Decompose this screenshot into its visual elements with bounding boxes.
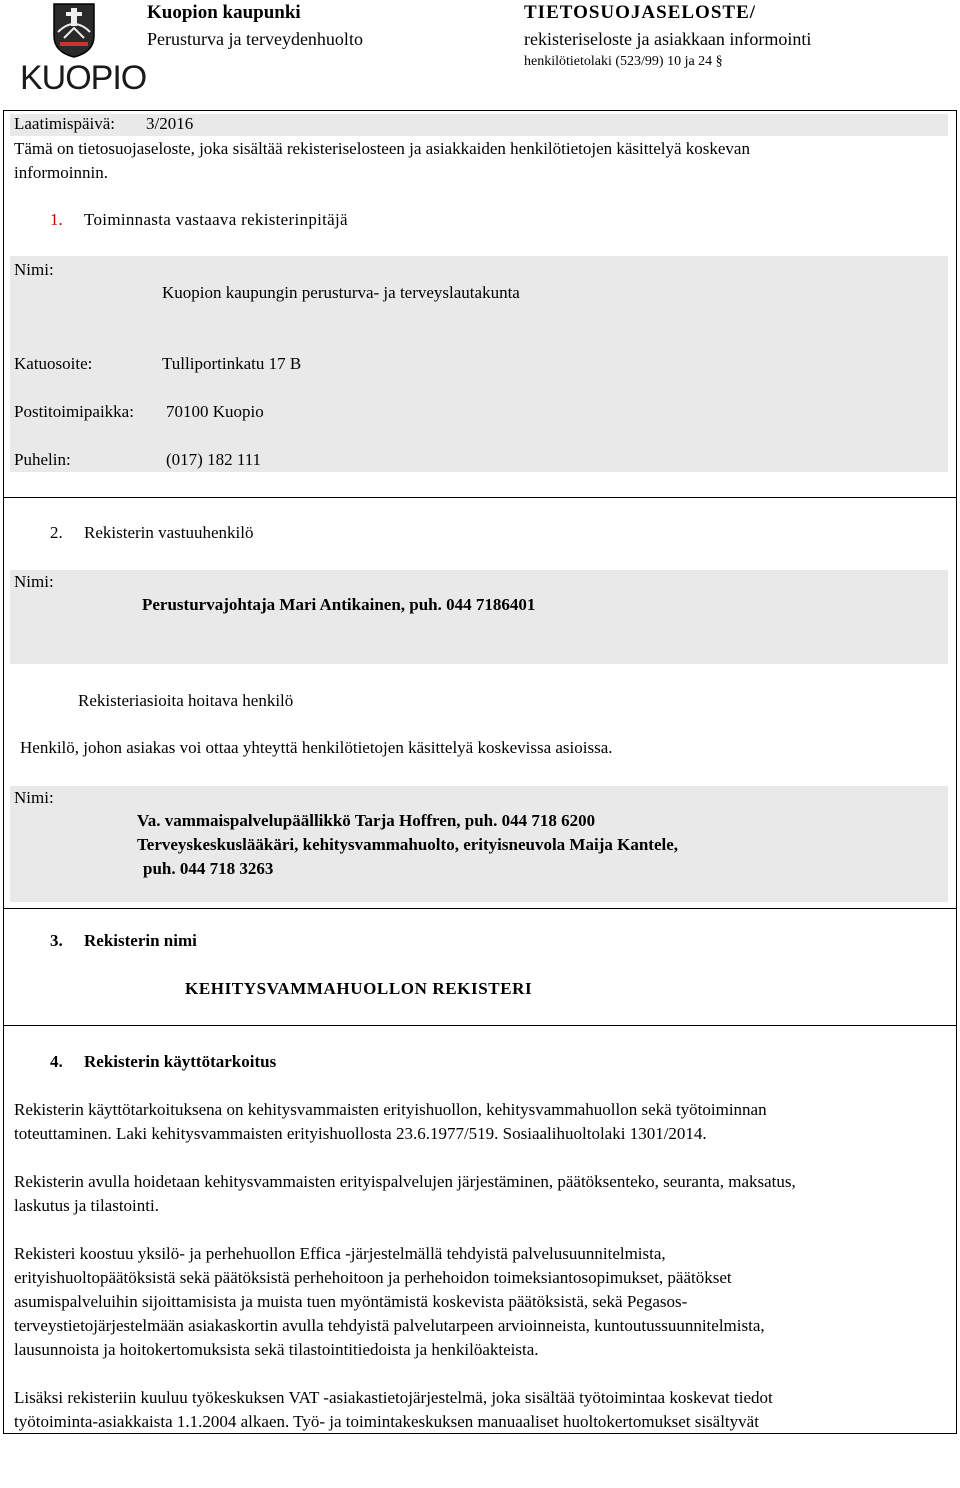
purpose-paragraph-4-line2: työtoiminta-asiakkaista 1.1.2004 alkaen. Työ- ja toimintakeskuksen manuaaliset huoltokertomukset sisältyvät: [14, 1412, 759, 1431]
purpose-paragraph-1-line2: toteuttaminen. Laki kehitysvammaisten erityishuollosta 23.6.1977/519. Sosiaalihuoltolaki 1301/2014.: [14, 1124, 707, 1143]
purpose-paragraph-2-line1: Rekisterin avulla hoidetaan kehitysvammaisten erityispalvelujen järjestäminen, päätöksenteko, seuranta, maksatus,: [14, 1172, 796, 1191]
post-office-value: 70100 Kuopio: [166, 402, 264, 421]
contact-line-3: puh. 044 718 3263: [143, 859, 274, 878]
phone-value: (017) 182 111: [166, 450, 262, 469]
kuopio-logo: [20, 2, 147, 98]
document-title: TIETOSUOJASELOSTE/: [524, 2, 757, 23]
date-label: Laatimispäivä:: [14, 114, 116, 133]
section2-field-bg: [10, 570, 948, 664]
department-name: Perusturva ja terveydenhuolto: [147, 29, 363, 49]
section2-title: Rekisterin vastuuhenkilö: [84, 523, 254, 542]
street-label: Katuosoite:: [14, 354, 93, 373]
contact-name-label: Nimi:: [14, 788, 54, 807]
section1-name-label: Nimi:: [14, 260, 54, 279]
purpose-paragraph-3-line2: erityishuoltopäätöksistä sekä päätöksistä perhehoitoon ja perhehoidon toimeksiantosopimukset, päätökset: [14, 1268, 732, 1287]
contact-line-2: Terveyskeskuslääkäri, kehitysvammahuolto, erityisneuvola Maija Kantele,: [137, 835, 679, 854]
section3-number: 3.: [50, 931, 63, 950]
purpose-paragraph-3-line1: Rekisteri koostuu yksilö- ja perhehuollon Effica -järjestelmällä tehdyistä palvelusuunnitelmista,: [14, 1244, 666, 1263]
purpose-paragraph-2-line2: laskutus ja tilastointi.: [14, 1196, 159, 1215]
intro-text-line1: Tämä on tietosuojaseloste, joka sisältää rekisteriselosteen ja asiakkaiden henkilötietojen käsittelyä koskevan: [14, 139, 750, 158]
logo-text: KUOPIO: [20, 59, 147, 97]
date-value: 3/2016: [146, 114, 194, 133]
section1-number: 1.: [50, 210, 63, 229]
section-divider: [3, 497, 957, 498]
registry-contact-description: Henkilö, johon asiakas voi ottaa yhteyttä henkilötietojen käsittelyä koskevissa asioissa.: [20, 738, 613, 757]
section1-name-value: Kuopion kaupungin perusturva- ja terveyslautakunta: [162, 283, 520, 302]
street-value: Tulliportinkatu 17 B: [162, 354, 302, 373]
section2-number: 2.: [50, 523, 63, 542]
contact-line-1: Va. vammaispalvelupäällikkö Tarja Hoffren, puh. 044 718 6200: [137, 811, 596, 830]
purpose-paragraph-1-line1: Rekisterin käyttötarkoituksena on kehitysvammaisten erityishuollon, kehitysvammahuollon sekä työtoiminnan: [14, 1100, 767, 1119]
law-reference: henkilötietolaki (523/99) 10 ja 24 §: [524, 54, 723, 69]
section-divider: [3, 1025, 957, 1026]
purpose-paragraph-3-line4: terveystietojärjestelmään asiakaskortin avulla tehdyistä palvelutarpeen arvioinneista, kuntoutussuunnitelmista,: [14, 1316, 765, 1335]
section1-title: Toiminnasta vastaava rekisterinpitäjä: [84, 210, 348, 229]
coat-of-arms-icon: [52, 2, 96, 58]
registry-contact-title: Rekisteriasioita hoitava henkilö: [78, 691, 294, 710]
phone-label: Puhelin:: [14, 450, 71, 469]
organization-name: Kuopion kaupunki: [147, 2, 301, 23]
purpose-paragraph-3-line3: asumispalveluihin sijoittamisista ja muista tuen myöntämistä koskevista päätöksistä, sekä Pegasos-: [14, 1292, 688, 1311]
purpose-paragraph-4-line1: Lisäksi rekisteriin kuuluu työkeskuksen VAT -asiakastietojärjestelmä, joka sisältää työtoimintaa koskevat tiedot: [14, 1388, 773, 1407]
section3-title: Rekisterin nimi: [84, 931, 197, 950]
registry-name: KEHITYSVAMMAHUOLLON REKISTERI: [185, 979, 533, 998]
section4-title: Rekisterin käyttötarkoitus: [84, 1052, 277, 1071]
section2-name-value: Perusturvajohtaja Mari Antikainen, puh. 044 7186401: [142, 595, 536, 614]
intro-text-line2: informoinnin.: [14, 163, 108, 182]
post-office-label: Postitoimipaikka:: [14, 402, 134, 421]
section-divider: [3, 908, 957, 909]
document-subtitle: rekisteriseloste ja asiakkaan informointi: [524, 29, 812, 49]
section4-number: 4.: [50, 1052, 63, 1071]
purpose-paragraph-3-line5: lausunnoista ja hoitokertomuksista sekä tilastointitiedoista ja henkilöakteista.: [14, 1340, 539, 1359]
section2-name-label: Nimi:: [14, 572, 54, 591]
